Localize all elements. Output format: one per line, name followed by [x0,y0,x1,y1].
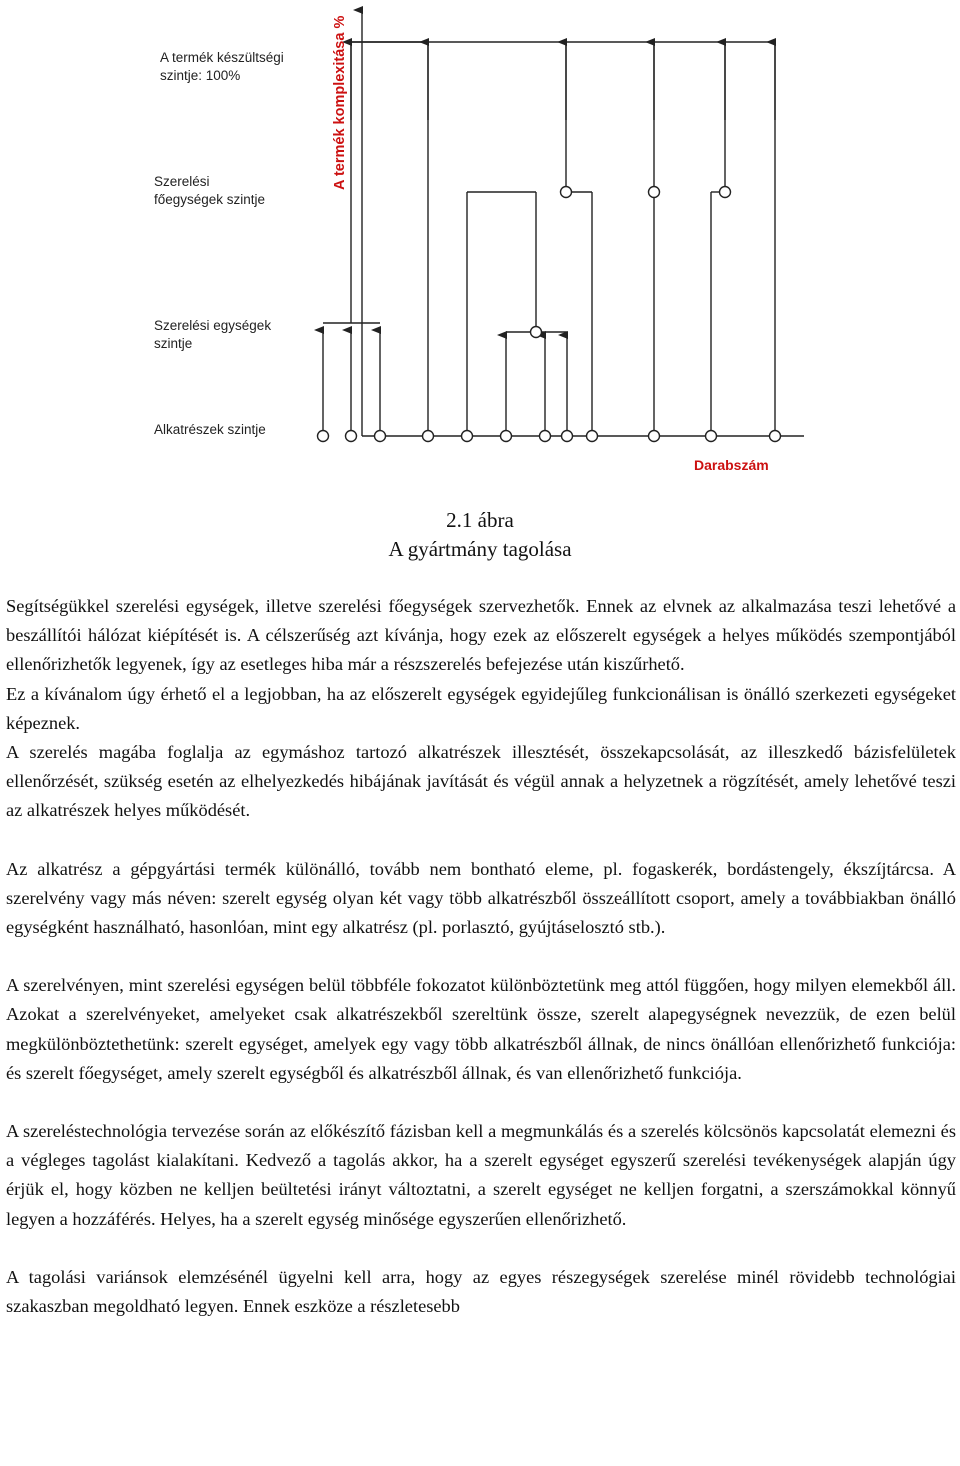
quantity-axis-label: Darabszám [694,457,769,473]
level-label-main-units-1: Szerelési [154,174,210,189]
paragraph-4: Az alkatrész a gépgyártási termék különálló, tovább nem bontható eleme, pl. fogaskerék, bordástengely, ékszíjtárcsa. A szerelvény vagy más néven: szerelt egység olyan két vagy több alkatrészből összeállított csoport, amely a továbbiakban önálló egységként használható, hasonlóan, mint egy alkatrész (pl. porlasztó, gyújtáselosztó stb.). [6,858,956,938]
part-node [462,431,473,442]
figure-title: A gyártmány tagolása [388,537,572,561]
level-label-finished-1: A termék készültségi [160,50,284,65]
level-label-units-2: szintje [154,336,193,351]
main-unit-node [561,187,572,198]
paragraph-1: Segítségükkel szerelési egységek, illetve szerelési főegységek szervezhetők. Ennek az elvnek az alkalmazása teszi lehetővé a beszállítói hálózat kiépítését is. A célszerűség azt kívánja, hogy ezek az előszerelt egységek a helyes működés szempontjából ellenőrizhetők legyenek, így az esetleges hiba már a részszerelés befejezése után kiszűrhető. [6,596,956,675]
part-node [375,431,386,442]
hierarchy-diagram [0,0,960,480]
unit-node [531,327,542,338]
figure-caption [0,506,960,564]
part-node [346,431,357,442]
paragraph-5: A szerelvényen, mint szerelési egységen belül többféle fokozatot különböztetünk meg attól függően, hogy milyen elemekből áll. Azokat a szerelvényeket, amelyeket csak alkatrészekből szereltünk össze, szerelt alapegységnek nevezzük, de ezen belül megkülönböztethetünk: szerelt egységet, amelyek egy vagy több alkatrészből állnak, de nincs önállóan ellenőrizhető funkciója: és szerelt főegységet, amely szerelt egységből és alkatrészből állnak, és van ellenőrizhető funkciója. [6,975,956,1083]
body-text [6,592,956,1350]
part-node [501,431,512,442]
level-label-units-1: Szerelési egységek [154,318,272,333]
paragraph-3: A szerelés magába foglalja az egymáshoz tartozó alkatrészek illesztését, összekapcsolását, az illeszkedő bázisfelületek ellenőrzését, szükség esetén az elhelyezkedés hibájának javítását és végül annak a helyzetnek a rögzítését, amely lehetővé teszi az alkatrészek helyes működését. [6,742,956,821]
main-unit-node [649,187,660,198]
paragraph-7: A tagolási variánsok elemzésénél ügyelni kell arra, hogy az egyes részegységek szerelése minél rövidebb technológiai szakaszban megoldható legyen. Ennek eszköze a részletesebb [6,1266,956,1317]
part-node [540,431,551,442]
part-node [423,431,434,442]
product-structure-figure [0,0,960,480]
paragraph-2: Ez a kívánalom úgy érhető el a legjobban, ha az előszerelt egységek egyidejűleg funkcionálisan is önálló szerkezeti egységeket képeznek. [6,683,956,733]
level-label-finished-2: szintje: 100% [160,68,241,83]
part-node [318,431,329,442]
part-node [770,431,781,442]
part-node [706,431,717,442]
main-unit-node [720,187,731,198]
paragraph-6: A szereléstechnológia tervezése során az előkészítő fázisban kell a megmunkálás és a szerelés kölcsönös kapcsolatát elemezni és a végleges tagolást kialakítani. Kedvező a tagolás akkor, ha a szerelt egységet egyszerű szerelési tevékenységek alapján úgy érjük el, hogy közben ne kelljen beültetési irányt változtatni, a szerelt egységet ne kelljen forgatni, a szerszámokkal könnyű legyen a hozzáférés. Helyes, ha a szerelt egység minősége egyszerűen ellenőrizhető. [6,1121,956,1229]
level-label-parts: Alkatrészek szintje [154,422,266,437]
part-node [587,431,598,442]
part-node [649,431,660,442]
figure-number: 2.1 ábra [446,508,514,532]
part-node [562,431,573,442]
complexity-axis-label: A termék komplexitása % [332,15,348,190]
level-label-main-units-2: főegységek szintje [154,192,266,207]
